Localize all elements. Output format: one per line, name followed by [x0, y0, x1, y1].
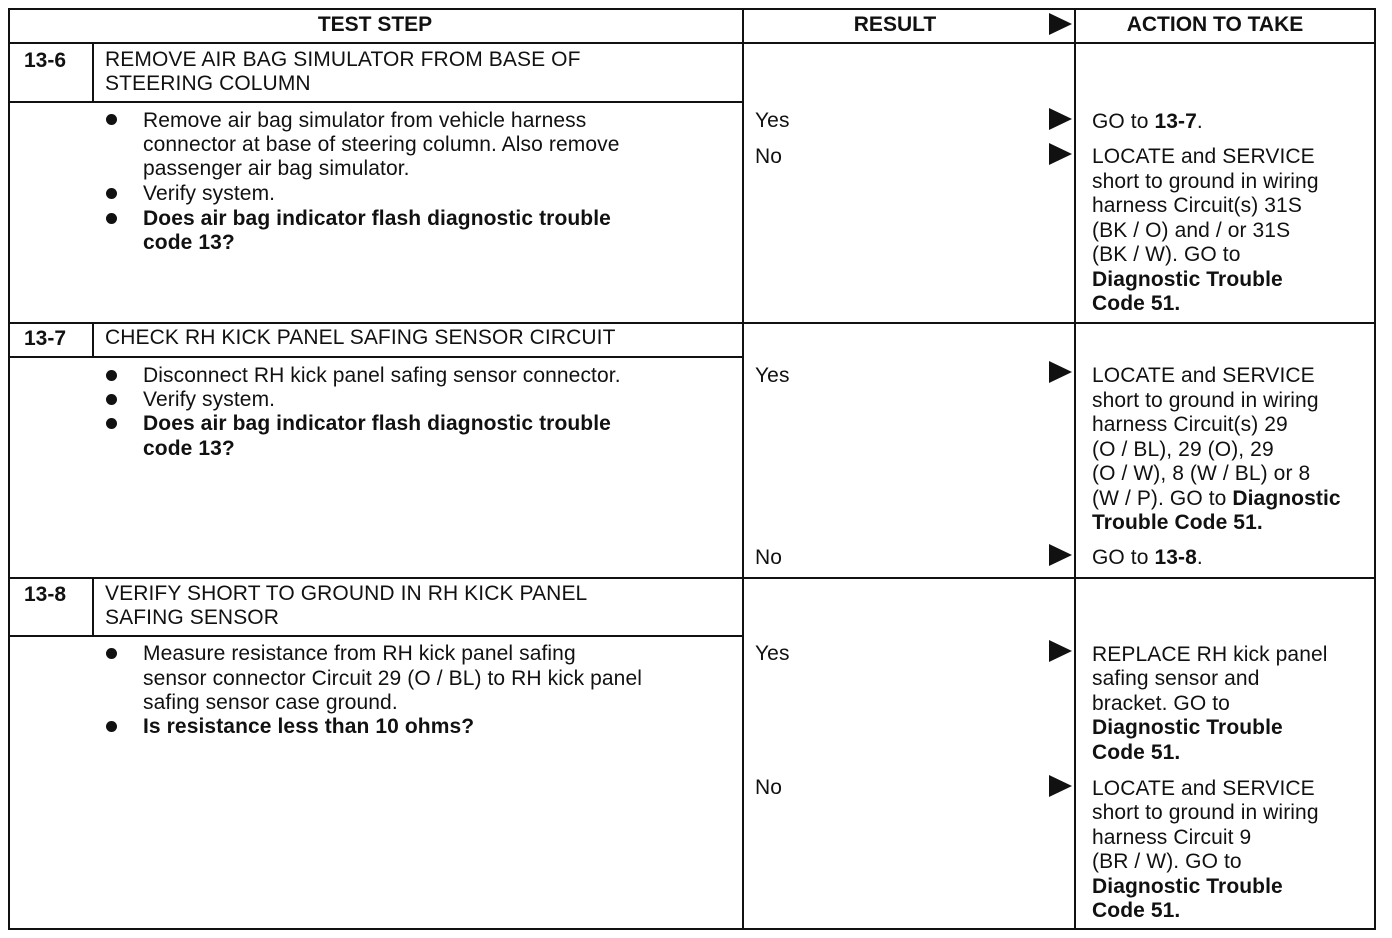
result-yes: Yes — [755, 364, 790, 387]
action-text: harness Circuit 9 — [1092, 826, 1252, 849]
arrow-icon — [1049, 108, 1072, 130]
step-instruction: Verify system. — [143, 388, 276, 411]
action-text: LOCATE and SERVICE — [1092, 777, 1315, 800]
action-text: (BK / W). GO to — [1092, 243, 1241, 266]
action-text: GO to 13-7. — [1092, 110, 1203, 133]
action-text: Code 51. — [1092, 899, 1181, 922]
action-text: Diagnostic Trouble — [1092, 268, 1283, 291]
bullet-icon — [106, 114, 117, 125]
step-title: REMOVE AIR BAG SIMULATOR FROM BASE OF — [105, 48, 581, 71]
bullet-icon — [106, 394, 117, 405]
header-arrow-icon — [1049, 13, 1072, 35]
step-instruction: Measure resistance from RH kick panel safing — [143, 642, 576, 665]
step-instruction: connector at base of steering column. Also remove — [143, 133, 620, 156]
arrow-icon — [1049, 143, 1072, 165]
step-question: code 13? — [143, 231, 235, 254]
action-text: (W / P). GO to Diagnostic — [1092, 487, 1341, 510]
table-bottom-border — [8, 928, 1376, 930]
header-bottom-border — [8, 42, 1376, 44]
bullet-icon — [106, 213, 117, 224]
result-no: No — [755, 145, 783, 168]
arrow-icon — [1049, 775, 1072, 797]
bullet-icon — [106, 721, 117, 732]
action-text: REPLACE RH kick panel — [1092, 643, 1328, 666]
result-yes: Yes — [755, 109, 790, 132]
action-text: Code 51. — [1092, 741, 1181, 764]
result-no: No — [755, 776, 783, 799]
action-text: short to ground in wiring — [1092, 389, 1319, 412]
title-divider — [8, 635, 744, 637]
step-instruction: passenger air bag simulator. — [143, 157, 410, 180]
bullet-icon — [106, 370, 117, 381]
arrow-icon — [1049, 544, 1072, 566]
action-text: LOCATE and SERVICE — [1092, 145, 1315, 168]
action-text: short to ground in wiring — [1092, 801, 1319, 824]
title-divider — [8, 101, 744, 103]
step-number-divider — [92, 42, 94, 103]
action-text: (BK / O) and / or 31S — [1092, 219, 1291, 242]
step-number: 13-7 — [24, 327, 67, 350]
action-text: (O / BL), 29 (O), 29 — [1092, 438, 1274, 461]
action-text: GO to 13-8. — [1092, 546, 1203, 569]
result-no: No — [755, 546, 783, 569]
step-number-divider — [92, 577, 94, 637]
result-yes: Yes — [755, 642, 790, 665]
step-question: Is resistance less than 10 ohms? — [143, 715, 475, 738]
step-instruction: sensor connector Circuit 29 (O / BL) to RH kick panel — [143, 667, 642, 690]
step-number: 13-8 — [24, 583, 67, 606]
action-text: (O / W), 8 (W / BL) or 8 — [1092, 462, 1311, 485]
result-column-border — [742, 8, 744, 930]
header-action: ACTION TO TAKE — [1126, 13, 1304, 36]
step-instruction: Disconnect RH kick panel safing sensor connector. — [143, 364, 621, 387]
step-title: SAFING SENSOR — [105, 606, 279, 629]
action-text: safing sensor and — [1092, 667, 1260, 690]
action-text: Diagnostic Trouble — [1092, 875, 1283, 898]
step-number: 13-6 — [24, 49, 67, 72]
action-text: harness Circuit(s) 29 — [1092, 413, 1288, 436]
action-text: (BR / W). GO to — [1092, 850, 1242, 873]
bullet-icon — [106, 418, 117, 429]
action-text: Diagnostic Trouble — [1092, 716, 1283, 739]
arrow-icon — [1049, 361, 1072, 383]
action-text: harness Circuit(s) 31S — [1092, 194, 1302, 217]
step-question: Does air bag indicator flash diagnostic trouble — [143, 207, 611, 230]
action-text: short to ground in wiring — [1092, 170, 1319, 193]
bullet-icon — [106, 648, 117, 659]
step-number-divider — [92, 322, 94, 358]
action-text: LOCATE and SERVICE — [1092, 364, 1315, 387]
header-test-step: TEST STEP — [317, 13, 433, 36]
arrow-icon — [1049, 640, 1072, 662]
step-instruction: Verify system. — [143, 182, 276, 205]
action-text: Trouble Code 51. — [1092, 511, 1263, 534]
step-question: code 13? — [143, 437, 235, 460]
action-text: Code 51. — [1092, 292, 1181, 315]
step-title: CHECK RH KICK PANEL SAFING SENSOR CIRCUIT — [105, 326, 616, 349]
step-question: Does air bag indicator flash diagnostic trouble — [143, 412, 611, 435]
header-result: RESULT — [853, 13, 937, 36]
action-text: bracket. GO to — [1092, 692, 1230, 715]
step-title: VERIFY SHORT TO GROUND IN RH KICK PANEL — [105, 582, 588, 605]
step-instruction: safing sensor case ground. — [143, 691, 398, 714]
table-top-border — [8, 8, 1376, 10]
row-divider — [8, 577, 1376, 579]
table-right-border — [1374, 8, 1376, 930]
step-instruction: Remove air bag simulator from vehicle harness — [143, 109, 587, 132]
bullet-icon — [106, 188, 117, 199]
row-divider — [8, 322, 1376, 324]
step-title: STEERING COLUMN — [105, 72, 311, 95]
table-left-border — [8, 8, 10, 930]
title-divider — [8, 356, 744, 358]
action-column-border — [1074, 8, 1076, 930]
